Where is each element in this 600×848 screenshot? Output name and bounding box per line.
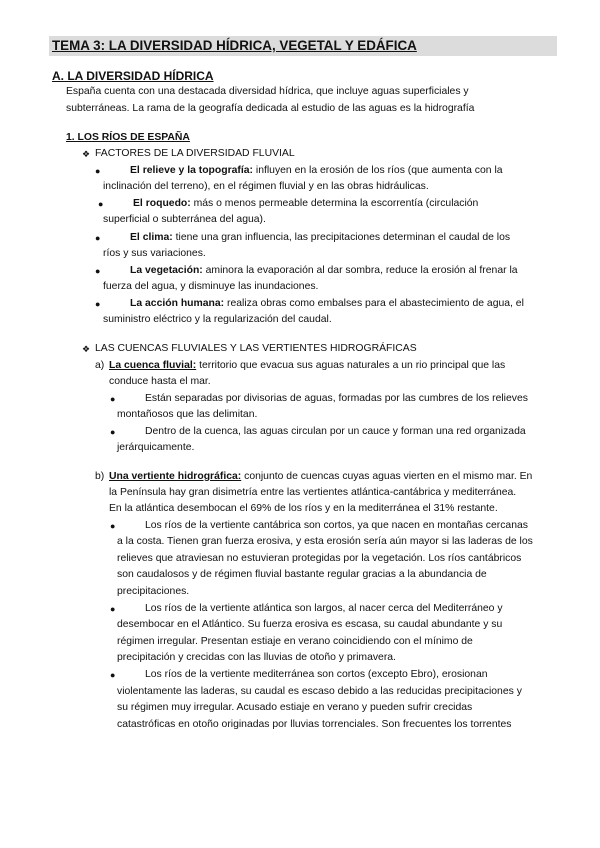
list-item: El clima: tiene una gran influencia, las precipitaciones determinan el caudal de los xyxy=(130,232,511,243)
bullet-icon: ● xyxy=(95,299,101,309)
list-item-cont: precipitaciones. xyxy=(117,586,190,597)
list-item: La cuenca fluvial: territorio que evacua sus aguas naturales a un rio principal que las xyxy=(109,360,506,371)
list-item: Una vertiente hidrográfica: conjunto de cuencas cuyas aguas vierten en el mismo mar. En xyxy=(109,471,533,482)
list-item: Dentro de la cuenca, las aguas circulan por un cauce y forman una red organizada xyxy=(145,426,526,437)
list-item: Los ríos de la vertiente cantábrica son cortos, ya que nacen en montañas cercanas xyxy=(145,520,528,531)
cuencas-heading: LAS CUENCAS FLUVIALES Y LAS VERTIENTES HIDROGRÁFICAS xyxy=(95,343,417,354)
section-a-heading: A. LA DIVERSIDAD HÍDRICA xyxy=(52,69,214,83)
list-label: b) xyxy=(95,471,105,482)
list-item-cont: su régimen muy irregular. Acusado estiaje en verano y pueden sufrir crecidas xyxy=(117,702,473,713)
list-item: El roquedo: más o menos permeable determina la escorrentía (circulación xyxy=(133,198,479,209)
diamond-bullet-icon: ❖ xyxy=(82,344,91,354)
list-item-cont: la Península hay gran disimetría entre las vertientes atlántica-cantábrica y mediterránea. xyxy=(109,487,517,498)
list-item-cont: desembocar en el Atlántico. Su fuerza erosiva es escasa, su caudal abundante y su xyxy=(117,619,503,630)
list-item: Los ríos de la vertiente mediterránea son cortos (excepto Ebro), erosionan xyxy=(145,669,488,680)
bullet-icon: ● xyxy=(95,266,101,276)
bullet-icon: ● xyxy=(110,427,116,437)
list-item: La vegetación: aminora la evaporación al dar sombra, reduce la erosión al frenar la xyxy=(130,265,518,276)
list-item-cont: conduce hasta el mar. xyxy=(109,376,211,387)
list-item: Los ríos de la vertiente atlántica son largos, al nacer cerca del Mediterráneo y xyxy=(145,603,503,614)
bullet-icon: ● xyxy=(110,394,116,404)
list-label: a) xyxy=(95,360,105,371)
list-item-cont: ríos y sus variaciones. xyxy=(103,248,206,259)
rios-heading: 1. LOS RÍOS DE ESPAÑA xyxy=(66,132,190,143)
intro-text: subterráneas. La rama de la geografía dedicada al estudio de las aguas es la hidrografía xyxy=(66,103,475,114)
bullet-icon: ● xyxy=(110,604,116,614)
bullet-icon: ● xyxy=(110,670,116,680)
list-item-cont: catastróficas en otoño originadas por lluvias torrenciales. Son frecuentes los torrentes xyxy=(117,719,512,730)
list-item-cont: fuerza del agua, y disminuye las inundaciones. xyxy=(103,281,319,292)
list-item-cont: relieves que atraviesan no estuvieran protegidas por la vegetación. Los ríos cantábricos xyxy=(117,553,522,564)
bullet-icon: ● xyxy=(110,521,116,531)
page-title: TEMA 3: LA DIVERSIDAD HÍDRICA, VEGETAL Y EDÁFICA xyxy=(49,36,557,56)
list-item-cont: inclinación del terreno), en el régimen fluvial y en las obras hidráulicas. xyxy=(103,181,429,192)
list-item: El relieve y la topografía: influyen en la erosión de los ríos (que aumenta con la xyxy=(130,165,503,176)
list-item: Están separadas por divisorias de aguas, formadas por las cumbres de los relieves xyxy=(145,393,528,404)
list-item-cont: régimen irregular. Presentan estiaje en verano coincidiendo con el mínimo de xyxy=(117,636,473,647)
bullet-icon: ● xyxy=(95,166,101,176)
bullet-icon: ● xyxy=(98,199,104,209)
list-item-cont: violentamente las laderas, su caudal es escaso debido a las reducidas precipitaciones y xyxy=(117,686,522,697)
list-item: La acción humana: realiza obras como embalses para el abastecimiento de agua, el xyxy=(130,298,524,309)
list-item-cont: suministro eléctrico y la regularización del caudal. xyxy=(103,314,332,325)
factores-heading: FACTORES DE LA DIVERSIDAD FLUVIAL xyxy=(95,148,295,159)
list-item-cont: precipitación y crecidas con las lluvias de otoño y primavera. xyxy=(117,652,396,663)
list-item-cont: jerárquicamente. xyxy=(117,442,195,453)
list-item-cont: superficial o subterránea del agua). xyxy=(103,214,266,225)
diamond-bullet-icon: ❖ xyxy=(82,149,91,159)
list-item-cont: a la costa. Tienen gran fuerza erosiva, y esta erosión sería aún mayor si las laderas de los xyxy=(117,536,533,547)
list-item-cont: son caudalosos y de régimen fluvial bastante regular gracias a la abundancia de xyxy=(117,569,487,580)
bullet-icon: ● xyxy=(95,233,101,243)
list-item-cont: montañosos que las delimitan. xyxy=(117,409,258,420)
list-item-cont: En la atlántica desembocan el 69% de los ríos y en la mediterránea el 31% restante. xyxy=(109,503,498,514)
intro-text: España cuenta con una destacada diversidad hídrica, que incluye aguas superficiales y xyxy=(66,86,469,97)
